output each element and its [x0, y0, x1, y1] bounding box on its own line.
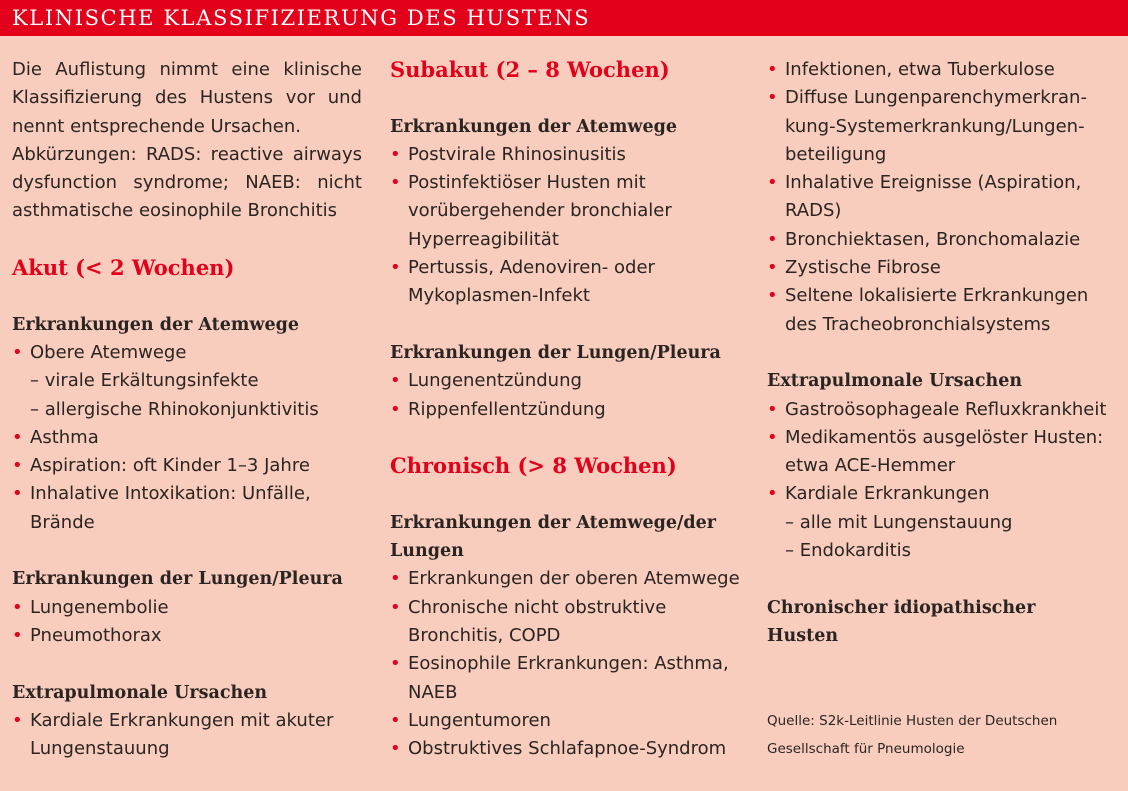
- bullet-icon: •: [390, 596, 401, 618]
- subheading: [390, 339, 750, 367]
- bullet-item: [767, 169, 1122, 197]
- sub-item: [12, 367, 362, 395]
- line-text: kung-Systemerkrankung/Lungen-: [785, 115, 1085, 137]
- line-text: Lungenembolie: [30, 596, 169, 618]
- bullet-item: [12, 622, 362, 650]
- bullet-item: [12, 707, 362, 735]
- bullet-continuation: [390, 622, 750, 650]
- bullet-continuation: [12, 509, 362, 537]
- bullet-item: [390, 707, 750, 735]
- line-text: Gastroösophageale Refluxkrankheit: [785, 398, 1107, 420]
- line-text: Klassifizierung des Hustens vor und: [12, 87, 362, 109]
- line-text: Obere Atemwege: [30, 341, 187, 363]
- spacer: [12, 226, 362, 254]
- source-note: [767, 707, 1122, 735]
- line-text: Erkrankungen der Atemwege: [390, 116, 677, 137]
- bullet-item: [767, 84, 1122, 112]
- bullet-icon: •: [12, 709, 23, 731]
- intro-line: [12, 141, 362, 169]
- bullet-item: [390, 367, 750, 395]
- line-text: Chronisch (> 8 Wochen): [390, 453, 677, 479]
- bullet-item: [390, 650, 750, 678]
- bullet-icon: •: [390, 143, 401, 165]
- bullet-continuation: [12, 735, 362, 763]
- line-text: Kardiale Erkrankungen mit akuter: [30, 709, 334, 731]
- bullet-icon: •: [767, 228, 778, 250]
- bullet-continuation: [767, 452, 1122, 480]
- column-right: [767, 56, 1122, 763]
- line-text: dysfunction syndrome; NAEB: nicht: [12, 172, 362, 194]
- line-text: – Endokarditis: [785, 540, 912, 562]
- line-text: Lungen: [390, 541, 464, 562]
- title-bar: [0, 0, 1128, 36]
- spacer: [390, 480, 750, 508]
- spacer: [767, 339, 1122, 367]
- bullet-item: [767, 480, 1122, 508]
- column-middle: [390, 56, 750, 763]
- bullet-icon: •: [390, 257, 401, 279]
- column-left: [12, 56, 362, 763]
- sub-item: [12, 396, 362, 424]
- bullet-icon: •: [12, 596, 23, 618]
- bullet-item: [767, 254, 1122, 282]
- line-text: Postinfektiöser Husten mit: [408, 172, 646, 194]
- bullet-item: [767, 56, 1122, 84]
- line-text: Postvirale Rhinosinusitis: [408, 143, 626, 165]
- bullet-icon: •: [390, 172, 401, 194]
- spacer: [390, 424, 750, 452]
- bullet-icon: •: [767, 257, 778, 279]
- line-text: Eosinophile Erkrankungen: Asthma,: [408, 653, 729, 675]
- bullet-icon: •: [12, 483, 23, 505]
- line-text: NAEB: [408, 681, 458, 703]
- bullet-item: [767, 396, 1122, 424]
- source-note: [767, 735, 1122, 763]
- line-text: – allergische Rhinokonjunktivitis: [30, 398, 319, 420]
- line-text: Erkrankungen der Lungen/Pleura: [12, 569, 343, 590]
- intro-line: [12, 56, 362, 84]
- bullet-item: [767, 226, 1122, 254]
- line-text: Chronische nicht obstruktive: [408, 596, 667, 618]
- line-text: Lungenentzündung: [408, 370, 582, 392]
- bullet-icon: •: [767, 172, 778, 194]
- bullet-icon: •: [390, 398, 401, 420]
- bullet-continuation: [767, 113, 1122, 141]
- bullet-continuation: [390, 282, 750, 310]
- subheading: [12, 679, 362, 707]
- bullet-continuation: [767, 141, 1122, 169]
- bullet-item: [390, 396, 750, 424]
- line-text: Abkürzungen: RADS: reactive airways: [12, 143, 362, 165]
- bullet-icon: •: [390, 568, 401, 590]
- bullet-icon: •: [12, 341, 23, 363]
- line-text: Asthma: [30, 426, 99, 448]
- subheading: [767, 594, 1122, 622]
- line-text: Obstruktives Schlafapnoe-Syndrom: [408, 738, 727, 760]
- subheading: [390, 537, 750, 565]
- bullet-item: [390, 565, 750, 593]
- bullet-icon: •: [12, 624, 23, 646]
- bullet-item: [390, 169, 750, 197]
- line-text: Medikamentös ausgelöster Husten:: [785, 426, 1104, 448]
- section-heading: [390, 452, 750, 480]
- line-text: Rippenfellentzündung: [408, 398, 606, 420]
- bullet-item: [390, 735, 750, 763]
- subheading: [390, 113, 750, 141]
- bullet-item: [12, 339, 362, 367]
- bullet-icon: •: [12, 426, 23, 448]
- spacer: [767, 679, 1122, 707]
- line-text: Brände: [30, 511, 95, 533]
- bullet-item: [12, 424, 362, 452]
- sub-item: [767, 509, 1122, 537]
- line-text: RADS): [785, 200, 842, 222]
- spacer: [390, 311, 750, 339]
- line-text: Inhalative Intoxikation: Unfälle,: [30, 483, 311, 505]
- line-text: – virale Erkältungsinfekte: [30, 370, 259, 392]
- subheading: [12, 311, 362, 339]
- spacer: [767, 650, 1122, 678]
- line-text: Bronchiektasen, Bronchomalazie: [785, 228, 1081, 250]
- subheading: [767, 367, 1122, 395]
- line-text: asthmatische eosinophile Bronchitis: [12, 200, 338, 222]
- subheading: [12, 565, 362, 593]
- page-title: KLINISCHE KLASSIFIZIERUNG DES HUSTENS: [12, 6, 591, 30]
- bullet-item: [390, 594, 750, 622]
- line-text: Erkrankungen der Atemwege: [12, 314, 299, 335]
- sub-item: [767, 537, 1122, 565]
- line-text: Subakut (2 – 8 Wochen): [390, 57, 670, 82]
- intro-line: [12, 113, 362, 141]
- line-text: des Tracheobronchialsystems: [785, 313, 1051, 335]
- bullet-item: [12, 594, 362, 622]
- bullet-item: [390, 141, 750, 169]
- bullet-icon: •: [390, 653, 401, 675]
- bullet-item: [390, 254, 750, 282]
- line-text: Die Auflistung nimmt eine klinische: [12, 59, 362, 80]
- intro-line: [12, 84, 362, 112]
- bullet-icon: •: [390, 370, 401, 392]
- line-text: Erkrankungen der oberen Atemwege: [408, 568, 740, 590]
- spacer: [767, 565, 1122, 593]
- line-text: Hyperreagibilität: [408, 228, 559, 250]
- line-text: Lungenstauung: [30, 738, 170, 760]
- section-heading: [12, 254, 362, 282]
- bullet-icon: •: [767, 87, 778, 109]
- line-text: Pertussis, Adenoviren- oder: [408, 257, 655, 279]
- line-text: Diffuse Lungenparenchymerkran-: [785, 87, 1087, 109]
- spacer: [390, 84, 750, 112]
- spacer: [12, 282, 362, 310]
- line-text: Zystische Fibrose: [785, 257, 941, 279]
- line-text: Seltene lokalisierte Erkrankungen: [785, 285, 1089, 307]
- line-text: Extrapulmonale Ursachen: [12, 682, 268, 703]
- line-text: Chronischer idiopathischer: [767, 597, 1036, 618]
- line-text: Erkrankungen der Lungen/Pleura: [390, 342, 721, 363]
- line-text: Erkrankungen der Atemwege/der: [390, 512, 716, 533]
- bullet-continuation: [390, 197, 750, 225]
- line-text: Inhalative Ereignisse (Aspiration,: [785, 172, 1082, 194]
- bullet-continuation: [390, 226, 750, 254]
- line-text: Gesellschaft für Pneumologie: [767, 741, 965, 758]
- subheading: [767, 622, 1122, 650]
- line-text: Bronchitis, COPD: [408, 624, 561, 646]
- bullet-icon: •: [767, 483, 778, 505]
- bullet-icon: •: [390, 738, 401, 760]
- spacer: [12, 650, 362, 678]
- line-text: Mykoplasmen-Infekt: [408, 285, 590, 307]
- line-text: etwa ACE-Hemmer: [785, 455, 956, 477]
- bullet-item: [12, 452, 362, 480]
- bullet-icon: •: [767, 398, 778, 420]
- bullet-continuation: [767, 197, 1122, 225]
- line-text: nennt entsprechende Ursachen.: [12, 115, 302, 137]
- bullet-icon: •: [767, 285, 778, 307]
- line-text: beteiligung: [785, 143, 887, 165]
- line-text: Husten: [767, 625, 839, 646]
- bullet-icon: •: [12, 455, 23, 477]
- intro-line: [12, 197, 362, 225]
- line-text: – alle mit Lungenstauung: [785, 511, 1013, 533]
- bullet-continuation: [767, 311, 1122, 339]
- line-text: Pneumothorax: [30, 624, 162, 646]
- bullet-icon: •: [390, 709, 401, 731]
- bullet-item: [767, 282, 1122, 310]
- bullet-icon: •: [767, 426, 778, 448]
- line-text: Lungentumoren: [408, 709, 551, 731]
- bullet-continuation: [390, 679, 750, 707]
- intro-line: [12, 169, 362, 197]
- line-text: Akut (< 2 Wochen): [12, 255, 235, 281]
- subheading: [390, 509, 750, 537]
- line-text: vorübergehender bronchialer: [408, 200, 672, 222]
- line-text: Quelle: S2k-Leitlinie Husten der Deutschen: [767, 712, 1058, 729]
- line-text: Kardiale Erkrankungen: [785, 483, 990, 505]
- spacer: [12, 537, 362, 565]
- bullet-item: [12, 480, 362, 508]
- bullet-icon: •: [767, 59, 778, 80]
- line-text: Infektionen, etwa Tuberkulose: [785, 59, 1055, 80]
- section-heading: [390, 56, 750, 84]
- line-text: Extrapulmonale Ursachen: [767, 371, 1023, 392]
- bullet-item: [767, 424, 1122, 452]
- line-text: Aspiration: oft Kinder 1–3 Jahre: [30, 455, 310, 477]
